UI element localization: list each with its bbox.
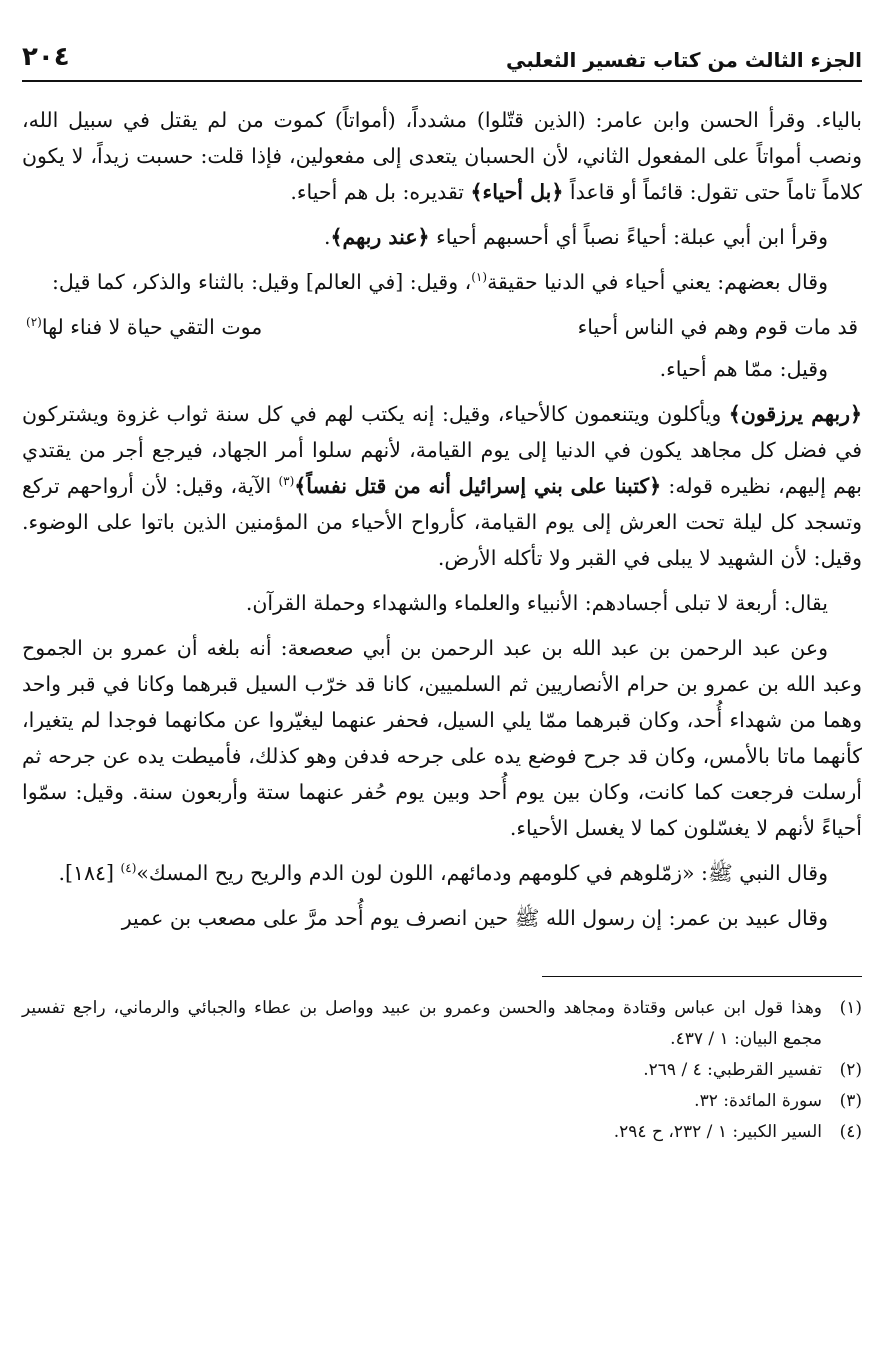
page-header <box>22 40 862 82</box>
paragraph-3: وقال بعضهم: يعني أحياء في الدنيا حقيقة$^{(١)}$، وقيل: [في العالم] وقيل: بالثناء والذكر، كما قيل: <box>51 270 828 294</box>
paragraph-8: وقال النبي ﷺ: «زمّلوهم في كلومهم ودمائهم، اللون لون الدم والريح ريح المسك»$^{(٤)}$ [١٨٤]. <box>58 861 828 885</box>
paragraph-1: بالياء. وقرأ الحسن وابن عامر: (الذين قتّلوا) مشدداً، (أمواتاً) كموت من لم يقتل في سبيل الله، ونصب أمواتاً على المفعول الثاني، لأن الحسبان يتعدى إلى مفعولين، فإذا قلت: حسبت زيداً، لا يكون كلاماً تاماً حتى تقول: قائماً أو قاعداً ﴿بل أحياء﴾ تقديره: بل هم أحياء. <box>22 108 862 204</box>
footnote-divider <box>542 976 862 977</box>
footnote-text: وهذا قول ابن عباس وقتادة ومجاهد والحسن وعمرو بن عبيد وواصل بن عطاء والجبائي والرماني، راجع تفسير مجمع البيان: ١ / ٤٣٧. <box>22 998 822 1049</box>
main-text <box>22 102 862 936</box>
quran-quote: ﴿ربهم يرزقون﴾ <box>728 402 862 426</box>
paragraph-9: وقال عبيد بن عمر: إن رسول الله ﷺ حين انصرف يوم أُحد مرَّ على مصعب بن عمير <box>121 906 828 930</box>
footnote-number: (١) <box>839 998 862 1018</box>
poem-hemistich-right: قد مات قوم وهم في الناس أحياء <box>577 315 858 339</box>
footnote-item <box>22 1117 862 1148</box>
footnote-text: سورة المائدة: ٣٢. <box>694 1091 822 1111</box>
footnote-text: تفسير القرطبي: ٤ / ٢٦٩. <box>643 1060 822 1080</box>
running-title: الجزء الثالث من كتاب تفسير الثعلبي <box>505 48 862 72</box>
footnote-number: (٢) <box>839 1060 862 1080</box>
page-number: ٢٠٤ <box>22 42 70 72</box>
footnote-ref[interactable]: (٤) <box>120 861 137 876</box>
footnote-ref[interactable]: (١) <box>471 270 488 285</box>
quran-quote: ﴿كتبنا على بني إسرائيل أنه من قتل نفساً﴾ <box>294 474 662 498</box>
footnote-ref[interactable]: (٣) <box>278 474 295 489</box>
footnote-item <box>22 1055 862 1086</box>
footnote-item <box>22 993 862 1055</box>
quran-quote: ﴿بل أحياء﴾ <box>470 180 564 204</box>
footnote-text: السير الكبير: ١ / ٢٣٢، ح ٢٩٤. <box>613 1122 822 1142</box>
footnote-number: (٣) <box>839 1091 862 1111</box>
paragraph-2: وقرأ ابن أبي عبلة: أحياءً نصباً أي أحسبهم أحياء ﴿عند ربهم﴾. <box>324 225 828 249</box>
footnote-number: (٤) <box>839 1122 862 1142</box>
paragraph-5: ﴿ربهم يرزقون﴾ ويأكلون ويتنعمون كالأحياء، وقيل: إنه يكتب لهم في كل سنة ثواب غزوة ويشتركون في فضل كل مجاهد يكون في الدنيا إلى يوم القيامة، لأنهم سلوا أمر الجهاد، فيرجع أجر من يقتدي بهم إليهم، نظيره قوله: ﴿كتبنا على بني إسرائيل أنه من قتل نفساً﴾$^{(٣)}$ الآية، وقيل: لأن أرواحهم تركع وتسجد كل ليلة تحت العرش إلى يوم القيامة، كأرواح الأحياء من المؤمنين الذين باتوا على الوضوء. وقيل: لأن الشهيد لا يبلى في القبر ولا تأكله الأرض. <box>22 402 862 570</box>
poem-verse <box>22 309 862 345</box>
quran-quote: ﴿عند ربهم﴾ <box>330 225 430 249</box>
footnote-item <box>22 1086 862 1117</box>
paragraph-6: يقال: أربعة لا تبلى أجسادهم: الأنبياء والعلماء والشهداء وحملة القرآن. <box>245 591 828 615</box>
paragraph-4: وقيل: ممّا هم أحياء. <box>659 357 828 381</box>
footnote-ref[interactable]: (٢) <box>26 315 42 330</box>
footnotes <box>22 993 862 1148</box>
book-page <box>22 40 862 1148</box>
poem-hemistich-left: موت التقي حياة لا فناء لها$^{(٢)}$ <box>26 315 263 339</box>
paragraph-7: وعن عبد الرحمن بن عبد الله بن عبد الرحمن بن أبي صعصعة: أنه بلغه أن عمرو بن الجموح وعبد الله بن عمرو بن حرام الأنصاريين ثم السلميين، كانا قد خرّب السيل قبرهما وكانا في قبر واحد وهما من شهداء أُحد، وكان قبرهما ممّا يلي السيل، فحفر عنهما ليغيّروا عن مكانهما فوجدا لم يتغيرا، كأنهما ماتا بالأمس، وكان قد جرح فوضع يده على جرحه فدفن وهو كذلك، فأميطت يده عن جرحه ثم أرسلت فرجعت كما كانت، وكان بين يوم أُحد وبين يوم حُفر عنهما ستة وأربعون سنة. وقيل: سمّوا أحياءً لأنهم لا يغسّلون كما لا يغسل الأحياء. <box>22 636 862 840</box>
